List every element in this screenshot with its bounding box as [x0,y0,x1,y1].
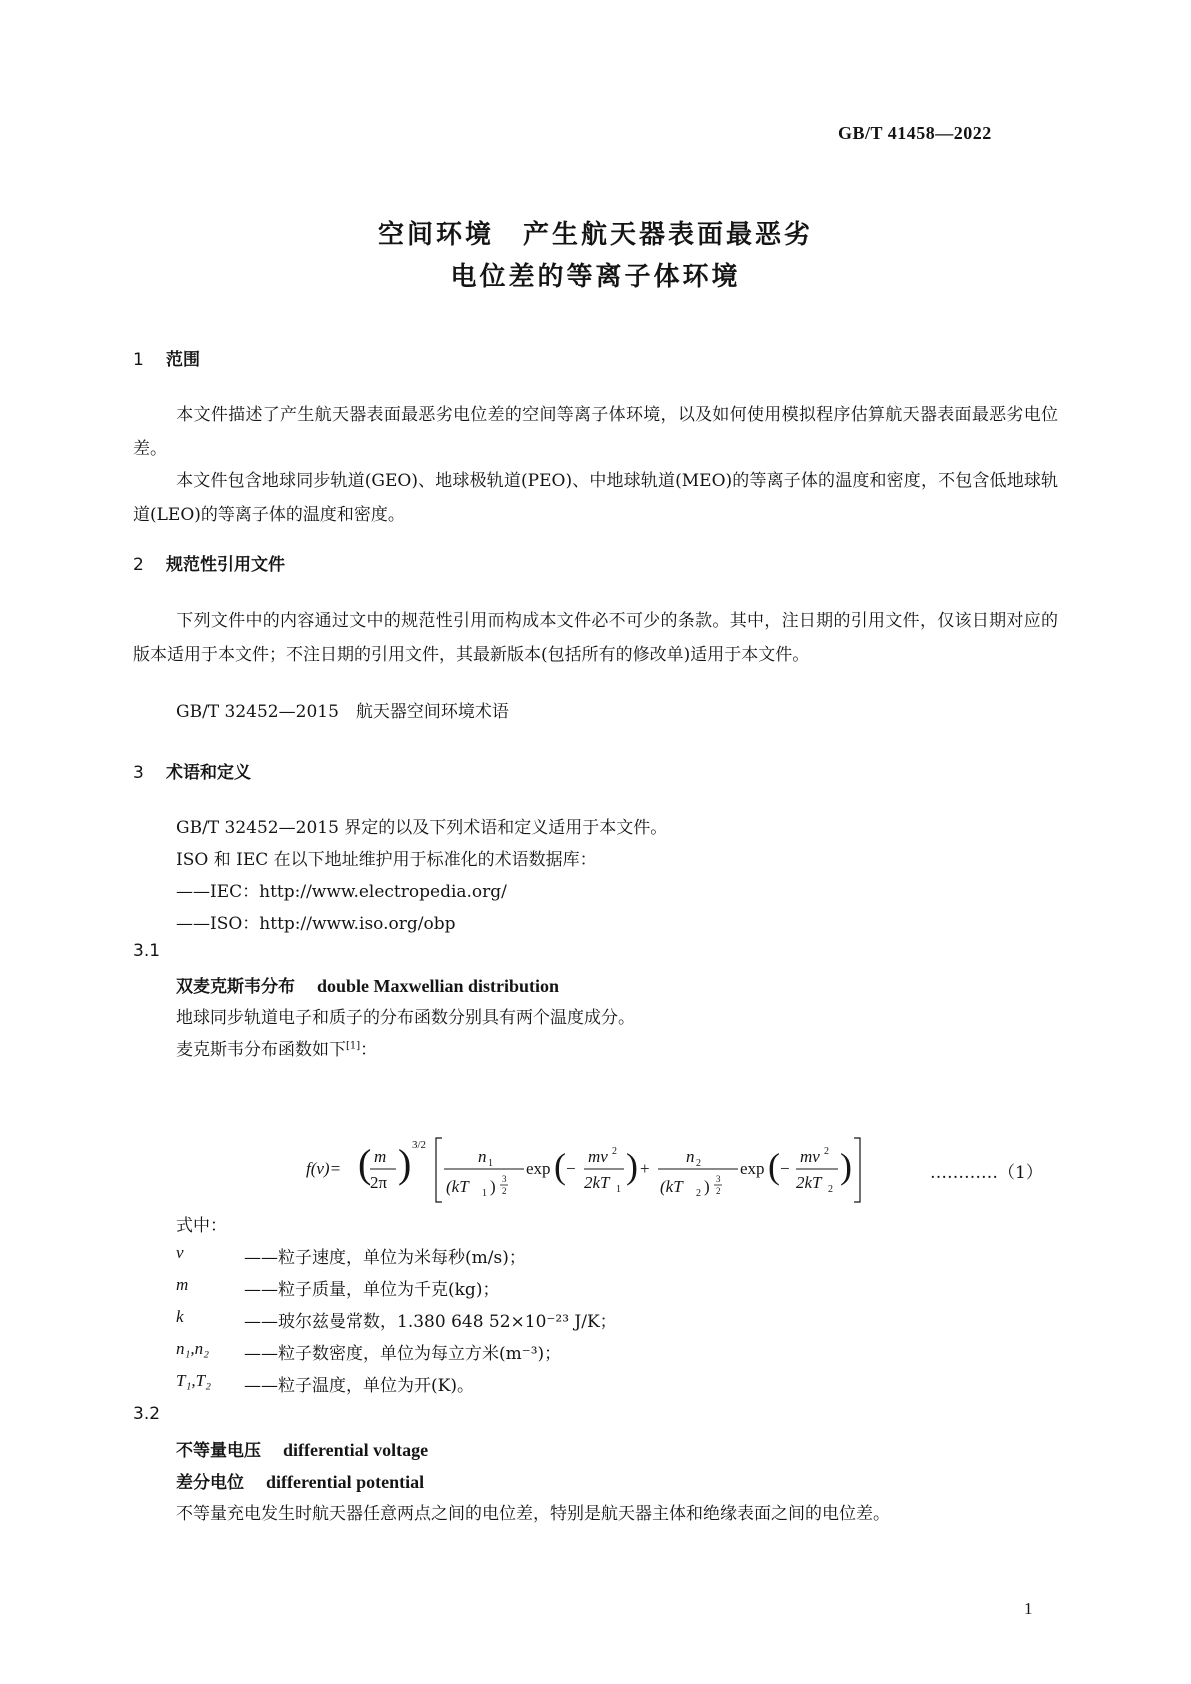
section-number: 2 [133,555,144,575]
svg-text:exp: exp [526,1159,551,1178]
svg-text:(: ( [768,1146,780,1186]
section-title: 规范性引用文件 [166,555,285,575]
symbol: n₁,n₂ [176,1339,210,1358]
section-3-line-1: GB/T 32452—2015 界定的以及下列术语和定义适用于本文件。 [176,818,668,838]
term-en: differential potential [266,1472,425,1492]
svg-text:2kT: 2kT [584,1173,610,1192]
section-3-line-2: ISO 和 IEC 在以下地址维护用于标准化的术语数据库： [176,850,597,870]
section-2-heading [133,550,285,575]
svg-text:m: m [374,1147,387,1166]
term-number: 3.2 [133,1404,161,1424]
term-en: differential voltage [283,1440,429,1460]
svg-text:(kT: (kT [660,1177,683,1196]
section-title: 范围 [166,350,200,370]
symbol-description: ——粒子温度，单位为开(K)。 [244,1376,474,1396]
svg-text:2π: 2π [370,1173,388,1192]
symbol-description: ——粒子数密度，单位为每立方米(m⁻³)； [244,1344,562,1364]
svg-text:2: 2 [696,1188,701,1199]
symbol: m [176,1275,189,1294]
term-en: double Maxwellian distribution [317,976,560,996]
section-number: 3 [133,763,144,783]
svg-text:): ) [398,1141,412,1186]
svg-text:3: 3 [502,1174,507,1184]
section-number: 1 [133,350,144,370]
svg-text:n: n [686,1147,695,1166]
svg-text:mv: mv [588,1147,608,1166]
iec-link[interactable]: ——IEC：http://www.electropedia.org/ [176,882,507,902]
svg-text:): ) [626,1146,638,1186]
svg-text:): ) [704,1177,710,1196]
svg-text:2kT: 2kT [796,1173,822,1192]
normative-reference: GB/T 32452—2015 航天器空间环境术语 [176,702,509,722]
section-1-paragraph-2: 本文件包含地球同步轨道(GEO)、地球极轨道(PEO)、中地球轨道(MEO)的等离子体的温度和密度，不包含低地球轨道(LEO)的等离子体的温度和密度。 [133,471,1058,525]
page-number: 1 [1024,1599,1033,1618]
term-3-1-definition: 地球同步轨道电子和质子的分布函数分别具有两个温度成分。 [176,1008,635,1028]
term-3-2-heading-2 [176,1468,424,1493]
svg-text:−: − [780,1159,790,1178]
svg-text:2: 2 [696,1158,701,1169]
svg-text:3: 3 [716,1174,721,1184]
document-title-line-1: 空间环境 产生航天器表面最恶劣 [377,220,813,250]
document-title-line-2: 电位差的等离子体环境 [450,262,741,292]
svg-text:2: 2 [824,1146,829,1157]
svg-text:(kT: (kT [446,1177,469,1196]
svg-text:1: 1 [488,1158,493,1169]
term-number: 3.1 [133,941,161,961]
symbol: T₁,T₂ [176,1371,211,1390]
term-zh: 不等量电压 [176,1441,261,1461]
term-3-2-heading-1 [176,1436,428,1461]
svg-text:1: 1 [616,1184,621,1195]
svg-text:(: ( [554,1146,566,1186]
svg-text:2: 2 [502,1186,507,1196]
svg-text:2: 2 [828,1184,833,1195]
where-label: 式中： [176,1216,227,1236]
term-3-2-definition: 不等量充电发生时航天器任意两点之间的电位差，特别是航天器主体和绝缘表面之间的电位差。 [176,1504,890,1524]
document-code: GB/T 41458—2022 [838,123,992,143]
term-zh: 差分电位 [176,1473,244,1493]
svg-text:2: 2 [716,1186,721,1196]
section-1-heading [133,345,200,370]
section-title: 术语和定义 [166,763,251,783]
svg-text:−: − [566,1159,576,1178]
symbol-description: ——粒子速度，单位为米每秒(m/s)； [244,1248,526,1268]
svg-text:1: 1 [482,1188,487,1199]
section-1-paragraph-1: 本文件描述了产生航天器表面最恶劣电位差的空间等离子体环境，以及如何使用模拟程序估算航天器表面最恶劣电位差。 [133,405,1058,459]
term-3-1-heading [176,972,559,997]
svg-text:+: + [640,1159,650,1178]
svg-text:mv: mv [800,1147,820,1166]
svg-text:exp: exp [740,1159,765,1178]
svg-text:): ) [490,1177,496,1196]
svg-text:(: ( [358,1141,372,1186]
symbol: v [176,1243,184,1262]
symbol-description: ——粒子质量，单位为千克(kg)； [244,1280,500,1300]
section-3-heading [133,758,251,783]
section-2-paragraph-1: 下列文件中的内容通过文中的规范性引用而构成本文件必不可少的条款。其中，注日期的引用文件，仅该日期对应的版本适用于本文件；不注日期的引用文件，其最新版本(包括所有的修改单)适用于本文件。 [133,611,1058,665]
svg-text:3/2: 3/2 [412,1139,427,1151]
svg-text:2: 2 [612,1146,617,1157]
term-zh: 双麦克斯韦分布 [176,977,295,997]
formula-intro: 麦克斯韦分布函数如下[1]： [176,1040,378,1060]
symbol-description: ——玻尔兹曼常数，1.380 648 52×10⁻²³ J/K； [244,1312,617,1332]
svg-text:f(v)=: f(v)= [306,1159,342,1178]
equation-number: …………（1） [930,1163,1043,1183]
citation: [1] [346,1040,361,1052]
symbol: k [176,1307,184,1326]
svg-text:): ) [840,1146,852,1186]
svg-text:n: n [478,1147,487,1166]
iso-link[interactable]: ——ISO：http://www.iso.org/obp [176,914,456,934]
